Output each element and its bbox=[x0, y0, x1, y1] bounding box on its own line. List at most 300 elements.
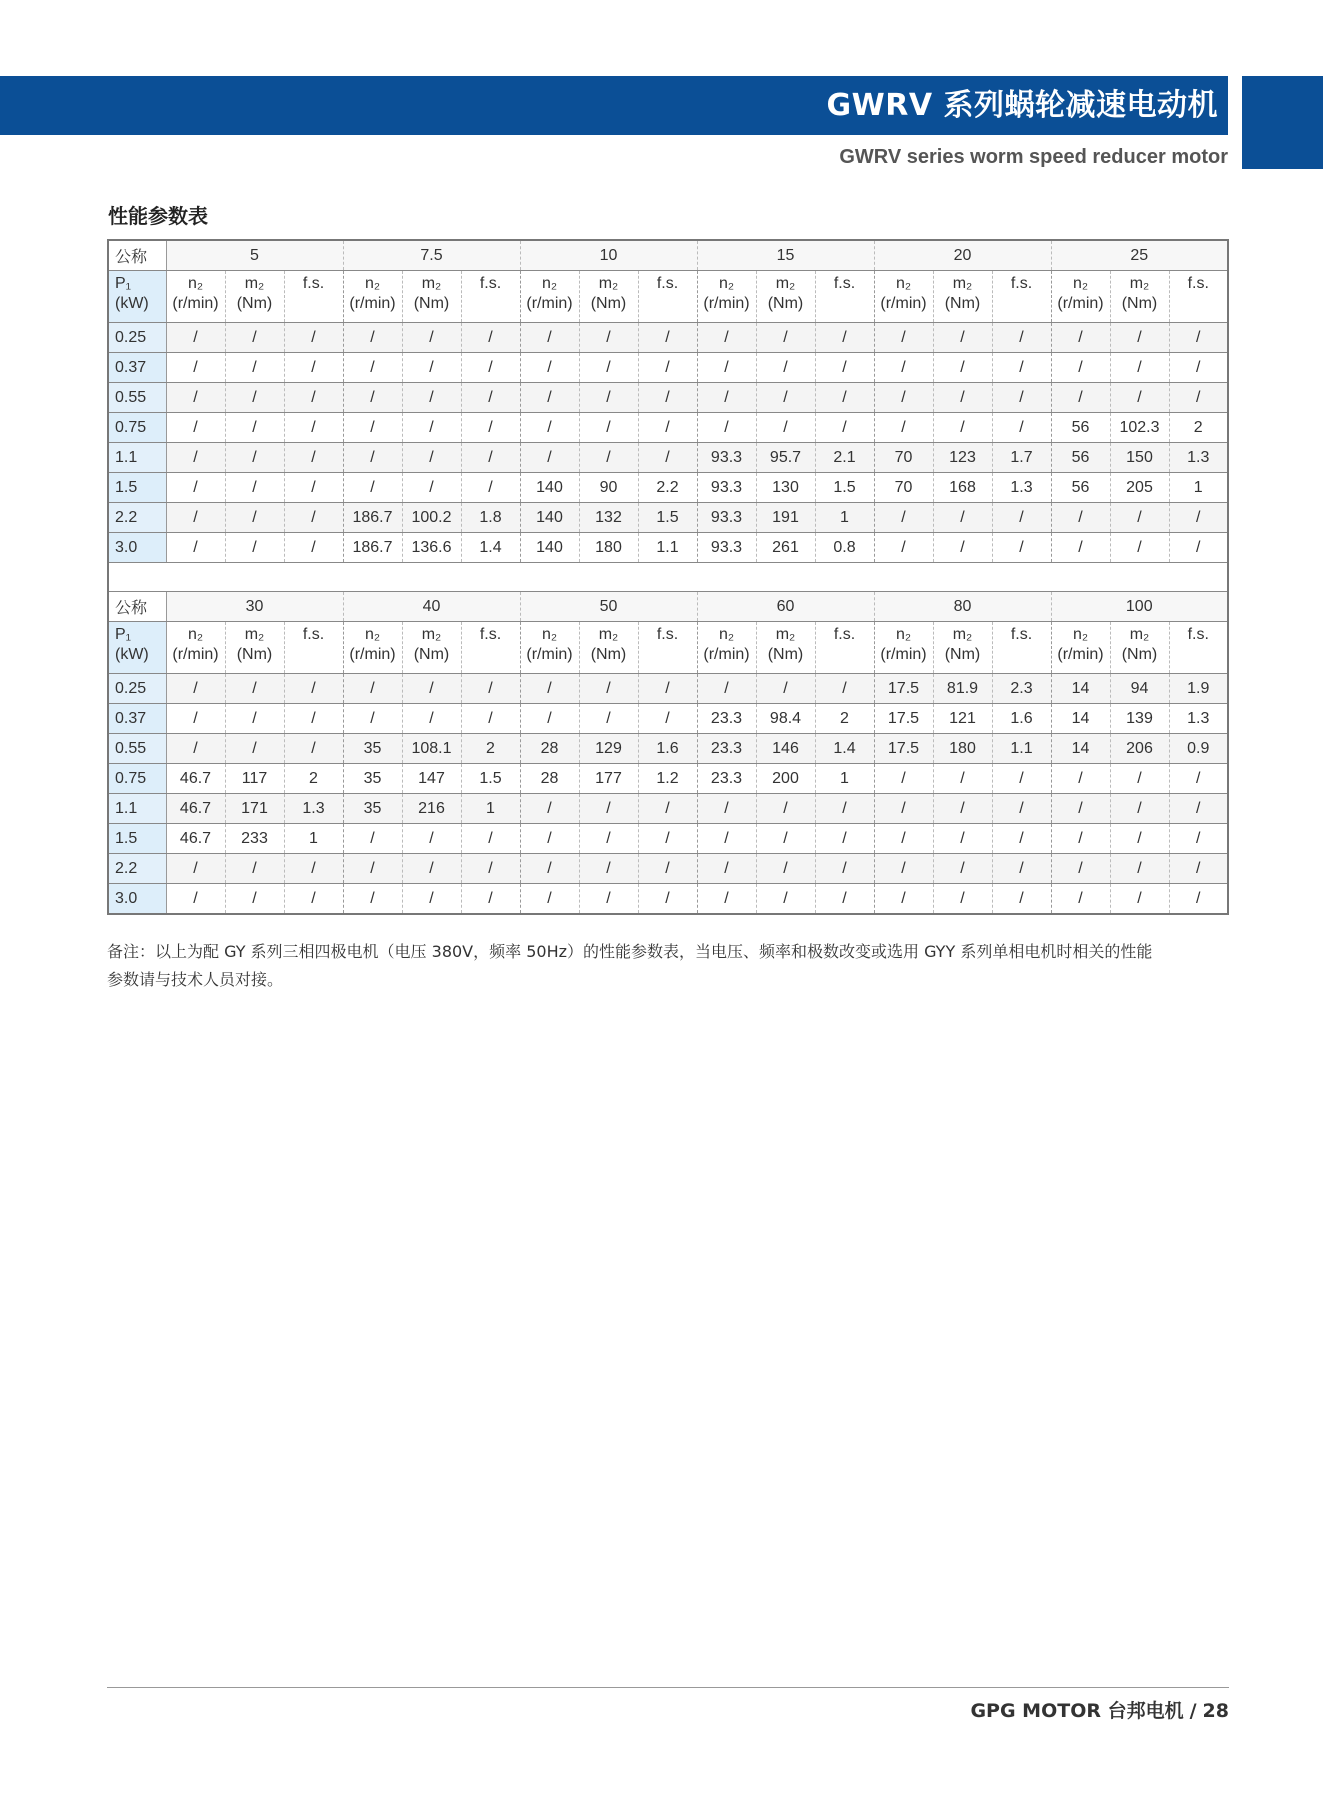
column-header bbox=[402, 271, 461, 323]
table-cell: 168 bbox=[933, 473, 992, 503]
table-cell: / bbox=[343, 473, 402, 503]
table-cell: / bbox=[343, 674, 402, 704]
power-label-unit: (kW) bbox=[115, 646, 149, 663]
column-header-symbol: f.s. bbox=[1187, 275, 1209, 292]
table-cell: 171 bbox=[225, 794, 284, 824]
table-cell: / bbox=[638, 413, 697, 443]
table-cell: 28 bbox=[520, 734, 579, 764]
table-cell: / bbox=[166, 704, 225, 734]
header-bar bbox=[0, 76, 1228, 135]
ratio-value: 7.5 bbox=[343, 240, 520, 271]
table-row bbox=[108, 794, 1228, 824]
table-cell: / bbox=[638, 854, 697, 884]
table-cell: 205 bbox=[1110, 473, 1169, 503]
table-cell: / bbox=[815, 884, 874, 915]
column-header bbox=[874, 271, 933, 323]
table-cell: 140 bbox=[520, 473, 579, 503]
table-cell: 140 bbox=[520, 503, 579, 533]
table-cell: / bbox=[1051, 794, 1110, 824]
table-cell: / bbox=[402, 884, 461, 915]
table-cell: / bbox=[874, 353, 933, 383]
table-cell: / bbox=[343, 824, 402, 854]
table-cell: 1.3 bbox=[1169, 704, 1228, 734]
ratio-label: 公称 bbox=[108, 592, 166, 622]
table-cell: / bbox=[402, 413, 461, 443]
table-cell: / bbox=[225, 383, 284, 413]
table-cell: 200 bbox=[756, 764, 815, 794]
table-cell: 1.8 bbox=[461, 503, 520, 533]
column-header bbox=[284, 622, 343, 674]
table-cell: / bbox=[874, 413, 933, 443]
table-cell: / bbox=[1169, 533, 1228, 563]
table-cell: 17.5 bbox=[874, 734, 933, 764]
table-cell: / bbox=[520, 323, 579, 353]
ratio-value: 80 bbox=[874, 592, 1051, 622]
table-cell: / bbox=[697, 413, 756, 443]
table-cell: / bbox=[874, 794, 933, 824]
power-value: 1.1 bbox=[108, 794, 166, 824]
column-header-symbol: f.s. bbox=[302, 275, 325, 292]
column-header-unit: (r/min) bbox=[349, 295, 396, 312]
table-cell: / bbox=[579, 323, 638, 353]
column-header-symbol: m₂ bbox=[598, 626, 619, 643]
table-cell: 14 bbox=[1051, 674, 1110, 704]
column-header-symbol: m₂ bbox=[244, 275, 265, 292]
table-row bbox=[108, 323, 1228, 353]
table-cell: 1 bbox=[815, 503, 874, 533]
table-cell: / bbox=[461, 323, 520, 353]
power-value: 1.5 bbox=[108, 824, 166, 854]
table-cell: / bbox=[933, 884, 992, 915]
table-cell: / bbox=[225, 353, 284, 383]
column-header bbox=[461, 271, 520, 323]
table-cell: / bbox=[1051, 764, 1110, 794]
column-header bbox=[166, 622, 225, 674]
table-cell: 2 bbox=[284, 764, 343, 794]
table-cell: / bbox=[992, 353, 1051, 383]
table-row bbox=[108, 353, 1228, 383]
column-header-unit: (Nm) bbox=[236, 646, 273, 663]
column-header bbox=[992, 271, 1051, 323]
table-row bbox=[108, 884, 1228, 915]
table-cell: 186.7 bbox=[343, 533, 402, 563]
table-cell: / bbox=[579, 353, 638, 383]
table-cell: 70 bbox=[874, 473, 933, 503]
table-cell: / bbox=[461, 443, 520, 473]
column-header-unit: (Nm) bbox=[1121, 646, 1158, 663]
table-cell: / bbox=[1169, 353, 1228, 383]
table-cell: / bbox=[343, 323, 402, 353]
table-cell: / bbox=[1051, 824, 1110, 854]
table-cell: / bbox=[933, 533, 992, 563]
ratio-value: 40 bbox=[343, 592, 520, 622]
table-cell: / bbox=[343, 704, 402, 734]
table-cell: / bbox=[166, 854, 225, 884]
table-cell: / bbox=[1110, 794, 1169, 824]
table-cell: / bbox=[166, 473, 225, 503]
table-row bbox=[108, 764, 1228, 794]
table-cell: / bbox=[1169, 764, 1228, 794]
table-cell: / bbox=[697, 854, 756, 884]
table-cell: / bbox=[166, 533, 225, 563]
table-cell: 191 bbox=[756, 503, 815, 533]
table-cell: 93.3 bbox=[697, 443, 756, 473]
table-cell: / bbox=[284, 473, 343, 503]
table-cell: 132 bbox=[579, 503, 638, 533]
table-cell: / bbox=[579, 413, 638, 443]
table-cell: 35 bbox=[343, 734, 402, 764]
table-cell: / bbox=[402, 443, 461, 473]
table-cell: / bbox=[402, 353, 461, 383]
table-cell: 1 bbox=[284, 824, 343, 854]
column-header-symbol: n₂ bbox=[187, 626, 204, 643]
column-header-symbol: m₂ bbox=[598, 275, 619, 292]
column-header bbox=[579, 622, 638, 674]
table-cell: / bbox=[697, 383, 756, 413]
table-cell: / bbox=[815, 824, 874, 854]
table-cell: / bbox=[166, 884, 225, 915]
table-cell: / bbox=[225, 674, 284, 704]
column-header-unit: (Nm) bbox=[590, 646, 627, 663]
column-header-symbol: f.s. bbox=[833, 275, 856, 292]
column-header-unit: (Nm) bbox=[944, 295, 981, 312]
table-cell: / bbox=[815, 353, 874, 383]
table-cell: / bbox=[756, 323, 815, 353]
column-header bbox=[1169, 622, 1228, 674]
power-value: 0.75 bbox=[108, 413, 166, 443]
table-cell: 180 bbox=[579, 533, 638, 563]
column-header-symbol: f.s. bbox=[479, 275, 502, 292]
column-header bbox=[225, 622, 284, 674]
column-header-symbol: n₂ bbox=[187, 275, 204, 292]
table-cell: / bbox=[402, 383, 461, 413]
column-header bbox=[874, 622, 933, 674]
power-value: 0.37 bbox=[108, 704, 166, 734]
footnote-line-1: 备注：以上为配 GY 系列三相四极电机（电压 380V，频率 50Hz）的性能参数表，当电压、频率和极数改变或选用 GYY 系列单相电机时相关的性能 bbox=[107, 942, 1153, 961]
column-header bbox=[166, 271, 225, 323]
table-cell: / bbox=[1110, 854, 1169, 884]
table-cell: / bbox=[756, 854, 815, 884]
table-cell: / bbox=[874, 854, 933, 884]
table-cell: / bbox=[343, 854, 402, 884]
table-row bbox=[108, 824, 1228, 854]
table-cell: 46.7 bbox=[166, 764, 225, 794]
table-cell: / bbox=[166, 323, 225, 353]
table-cell: / bbox=[579, 794, 638, 824]
table-cell: 140 bbox=[520, 533, 579, 563]
table-cell: / bbox=[638, 794, 697, 824]
table-cell: / bbox=[402, 704, 461, 734]
table-cell: / bbox=[225, 884, 284, 915]
footer-separator: / bbox=[1189, 1700, 1197, 1722]
table-cell: / bbox=[697, 674, 756, 704]
power-label bbox=[108, 271, 166, 323]
power-value: 3.0 bbox=[108, 884, 166, 915]
table-cell: / bbox=[638, 884, 697, 915]
table-cell: / bbox=[579, 383, 638, 413]
column-header bbox=[815, 622, 874, 674]
table-cell: / bbox=[1110, 884, 1169, 915]
column-header bbox=[756, 622, 815, 674]
table-cell: 1.5 bbox=[815, 473, 874, 503]
table-cell: 1 bbox=[815, 764, 874, 794]
column-header-symbol: m₂ bbox=[421, 626, 442, 643]
power-value: 1.5 bbox=[108, 473, 166, 503]
column-header-symbol: f.s. bbox=[833, 626, 856, 643]
section-title: 性能参数表 bbox=[108, 204, 208, 228]
table-cell: / bbox=[402, 854, 461, 884]
table-cell: 93.3 bbox=[697, 503, 756, 533]
table-cell: / bbox=[166, 353, 225, 383]
table-cell: 121 bbox=[933, 704, 992, 734]
power-value: 0.37 bbox=[108, 353, 166, 383]
column-header-symbol: m₂ bbox=[952, 275, 973, 292]
page-subtitle: GWRV series worm speed reducer motor bbox=[839, 146, 1228, 168]
power-value: 3.0 bbox=[108, 533, 166, 563]
column-header-symbol: m₂ bbox=[952, 626, 973, 643]
column-header-symbol: m₂ bbox=[1129, 275, 1150, 292]
column-header-symbol: f.s. bbox=[479, 626, 502, 643]
table-cell: / bbox=[520, 884, 579, 915]
table-cell: 2 bbox=[461, 734, 520, 764]
table-cell: / bbox=[874, 503, 933, 533]
column-header-unit: (Nm) bbox=[413, 646, 450, 663]
table-cell: / bbox=[1051, 533, 1110, 563]
column-header-unit: (r/min) bbox=[880, 646, 927, 663]
table-cell: / bbox=[579, 854, 638, 884]
table-row bbox=[108, 674, 1228, 704]
table-cell: / bbox=[225, 323, 284, 353]
ratio-row bbox=[108, 592, 1228, 622]
table-cell: 98.4 bbox=[756, 704, 815, 734]
ratio-value: 15 bbox=[697, 240, 874, 271]
table-cell: / bbox=[874, 764, 933, 794]
footnote-line-2: 参数请与技术人员对接。 bbox=[107, 970, 284, 989]
power-value: 0.75 bbox=[108, 764, 166, 794]
table-cell: / bbox=[815, 674, 874, 704]
table-cell: / bbox=[933, 794, 992, 824]
table-cell: / bbox=[815, 383, 874, 413]
table-cell: 95.7 bbox=[756, 443, 815, 473]
table-cell: / bbox=[225, 854, 284, 884]
column-header-symbol: m₂ bbox=[1129, 626, 1150, 643]
table-cell: / bbox=[225, 413, 284, 443]
table-row bbox=[108, 503, 1228, 533]
table-cell: / bbox=[933, 824, 992, 854]
table-cell: / bbox=[1051, 383, 1110, 413]
table-cell: / bbox=[815, 854, 874, 884]
column-header bbox=[815, 271, 874, 323]
column-header bbox=[756, 271, 815, 323]
column-header bbox=[225, 271, 284, 323]
column-header-unit: (Nm) bbox=[767, 295, 804, 312]
table-cell: / bbox=[992, 323, 1051, 353]
page-number: 28 bbox=[1202, 1700, 1229, 1722]
column-header-unit: (Nm) bbox=[767, 646, 804, 663]
column-header-symbol: n₂ bbox=[1072, 275, 1089, 292]
column-header-unit: (r/min) bbox=[880, 295, 927, 312]
table-cell: 90 bbox=[579, 473, 638, 503]
table-cell: / bbox=[225, 443, 284, 473]
table-cell: 0.8 bbox=[815, 533, 874, 563]
column-header-unit: (Nm) bbox=[413, 295, 450, 312]
ratio-label: 公称 bbox=[108, 240, 166, 271]
table-cell: / bbox=[579, 884, 638, 915]
column-header bbox=[579, 271, 638, 323]
table-cell: / bbox=[402, 824, 461, 854]
table-cell: 56 bbox=[1051, 413, 1110, 443]
table-cell: / bbox=[756, 884, 815, 915]
table-cell: / bbox=[1169, 383, 1228, 413]
table-cell: / bbox=[1110, 353, 1169, 383]
column-header bbox=[697, 622, 756, 674]
table-cell: / bbox=[1169, 824, 1228, 854]
ratio-value: 20 bbox=[874, 240, 1051, 271]
table-cell: 2 bbox=[815, 704, 874, 734]
column-header-symbol: f.s. bbox=[302, 626, 325, 643]
table-cell: / bbox=[1051, 884, 1110, 915]
table-cell: / bbox=[284, 353, 343, 383]
table-cell: / bbox=[166, 413, 225, 443]
table-cell: / bbox=[579, 704, 638, 734]
power-value: 2.2 bbox=[108, 854, 166, 884]
column-header bbox=[1110, 271, 1169, 323]
table-cell: 56 bbox=[1051, 443, 1110, 473]
column-header-symbol: n₂ bbox=[1072, 626, 1089, 643]
table-row bbox=[108, 383, 1228, 413]
column-header-unit: (r/min) bbox=[526, 295, 573, 312]
table-cell: / bbox=[992, 533, 1051, 563]
column-header bbox=[284, 271, 343, 323]
table-cell: 129 bbox=[579, 734, 638, 764]
column-header bbox=[461, 622, 520, 674]
table-cell: 1 bbox=[1169, 473, 1228, 503]
table-cell: 180 bbox=[933, 734, 992, 764]
column-header-symbol: f.s. bbox=[656, 626, 679, 643]
table-cell: / bbox=[1110, 824, 1169, 854]
table-cell: / bbox=[520, 824, 579, 854]
table-cell: / bbox=[402, 674, 461, 704]
table-cell: 216 bbox=[402, 794, 461, 824]
table-cell: 1.3 bbox=[284, 794, 343, 824]
table-cell: / bbox=[697, 794, 756, 824]
table-cell: / bbox=[284, 383, 343, 413]
ratio-value: 5 bbox=[166, 240, 343, 271]
table-cell: / bbox=[1051, 353, 1110, 383]
column-header-symbol: m₂ bbox=[775, 275, 796, 292]
page-footer bbox=[970, 1696, 1229, 1723]
column-header-unit: (r/min) bbox=[349, 646, 396, 663]
column-header-symbol: m₂ bbox=[775, 626, 796, 643]
table-cell: 186.7 bbox=[343, 503, 402, 533]
column-header bbox=[1051, 622, 1110, 674]
table-cell: / bbox=[1169, 794, 1228, 824]
ratio-value: 30 bbox=[166, 592, 343, 622]
column-header-row bbox=[108, 271, 1228, 323]
table-cell: / bbox=[933, 764, 992, 794]
table-cell: / bbox=[461, 854, 520, 884]
table-cell: / bbox=[461, 884, 520, 915]
table-cell: 2 bbox=[1169, 413, 1228, 443]
table-cell: 123 bbox=[933, 443, 992, 473]
table-cell: 14 bbox=[1051, 704, 1110, 734]
table-cell: / bbox=[343, 413, 402, 443]
column-header bbox=[402, 622, 461, 674]
table-cell: / bbox=[520, 794, 579, 824]
table-cell: 1.9 bbox=[1169, 674, 1228, 704]
table-cell: / bbox=[1110, 503, 1169, 533]
table-cell: 108.1 bbox=[402, 734, 461, 764]
power-value: 0.55 bbox=[108, 383, 166, 413]
table-cell: / bbox=[166, 443, 225, 473]
table-cell: / bbox=[638, 704, 697, 734]
table-cell: 93.3 bbox=[697, 473, 756, 503]
table-cell: / bbox=[756, 794, 815, 824]
table-cell: 23.3 bbox=[697, 764, 756, 794]
table-cell: 102.3 bbox=[1110, 413, 1169, 443]
table-cell: / bbox=[933, 503, 992, 533]
table-cell: 23.3 bbox=[697, 734, 756, 764]
column-header-symbol: m₂ bbox=[244, 626, 265, 643]
table-cell: / bbox=[933, 383, 992, 413]
table-cell: / bbox=[520, 443, 579, 473]
table-cell: 14 bbox=[1051, 734, 1110, 764]
column-header-unit: (r/min) bbox=[172, 646, 219, 663]
table-cell: / bbox=[520, 413, 579, 443]
table-cell: / bbox=[461, 704, 520, 734]
table-cell: / bbox=[874, 533, 933, 563]
table-cell: 136.6 bbox=[402, 533, 461, 563]
column-header-symbol: n₂ bbox=[364, 626, 381, 643]
table-cell: / bbox=[992, 383, 1051, 413]
table-cell: 2.3 bbox=[992, 674, 1051, 704]
column-header-symbol: n₂ bbox=[541, 275, 558, 292]
column-header bbox=[1110, 622, 1169, 674]
table-cell: / bbox=[579, 674, 638, 704]
table-cell: / bbox=[402, 323, 461, 353]
table-row bbox=[108, 734, 1228, 764]
table-cell: 23.3 bbox=[697, 704, 756, 734]
column-header-unit: (Nm) bbox=[236, 295, 273, 312]
table-cell: / bbox=[874, 383, 933, 413]
table-cell: / bbox=[1051, 854, 1110, 884]
table-cell: / bbox=[343, 884, 402, 915]
power-value: 0.55 bbox=[108, 734, 166, 764]
table-cell: 146 bbox=[756, 734, 815, 764]
table-cell: / bbox=[343, 383, 402, 413]
column-header-unit: (Nm) bbox=[1121, 295, 1158, 312]
table-cell: / bbox=[756, 824, 815, 854]
table-cell: 139 bbox=[1110, 704, 1169, 734]
table-cell: / bbox=[1169, 884, 1228, 915]
table-cell: / bbox=[166, 503, 225, 533]
table-cell: 117 bbox=[225, 764, 284, 794]
table-row bbox=[108, 413, 1228, 443]
column-header-unit: (r/min) bbox=[526, 646, 573, 663]
table-cell: 1.3 bbox=[1169, 443, 1228, 473]
table-cell: / bbox=[1110, 383, 1169, 413]
table-cell: / bbox=[343, 443, 402, 473]
table-cell: / bbox=[697, 323, 756, 353]
table-cell: / bbox=[461, 413, 520, 443]
table-cell: 1.5 bbox=[638, 503, 697, 533]
power-label bbox=[108, 622, 166, 674]
column-header-symbol: n₂ bbox=[364, 275, 381, 292]
power-value: 0.25 bbox=[108, 674, 166, 704]
table-cell: / bbox=[461, 383, 520, 413]
table-cell: / bbox=[992, 764, 1051, 794]
table-cell: / bbox=[520, 854, 579, 884]
